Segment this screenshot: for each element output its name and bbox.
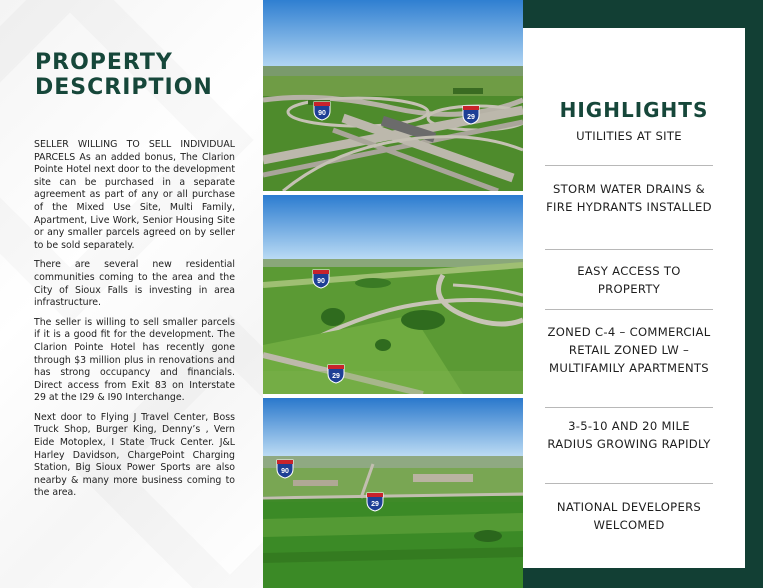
divider xyxy=(545,249,713,250)
interstate-90-shield-icon xyxy=(313,270,329,288)
shield-29-label: 29 xyxy=(332,373,340,380)
highlight-item: NATIONAL DEVELOPERS WELCOMED xyxy=(556,500,702,532)
aerial-photo-wide-field xyxy=(263,398,523,588)
description-paragraph: The seller is willing to sell smaller parcels if it is a good fit for the development. The Clarion Pointe Hotel has recently gone through $3 million plus in renovations and has strong occupancy and financials. Direct access from Exit 83 on Interstate 29 at the I29 & I90 Interchange. xyxy=(34,316,235,404)
shield-90-label: 90 xyxy=(317,278,325,285)
description-paragraph: SELLER WILLING TO SELL INDIVIDUAL PARCELS As an added bonus, The Clarion Pointe Hotel next door to the development site can be purchased in a separate agreement as part of any or all purchase of the Mixed Use Site, Multi Family, Apartment, Live Work, Senior Housing Site or any smaller parcels agreed on by seller to be sold separately. xyxy=(34,139,235,251)
interstate-29-shield-icon xyxy=(367,493,383,511)
interstate-90-shield-icon xyxy=(314,102,330,120)
property-description-section xyxy=(0,0,263,588)
highlight-item: 3-5-10 AND 20 MILE RADIUS GROWING RAPIDLY xyxy=(547,419,711,451)
title-line-2: DESCRIPTION xyxy=(35,75,213,100)
title-line-1: PROPERTY xyxy=(35,50,173,75)
highlights-title: HIGHLIGHTS xyxy=(559,98,709,122)
shield-90-label: 90 xyxy=(318,110,326,117)
page-title xyxy=(35,50,245,100)
highlight-item: STORM WATER DRAINS & FIRE HYDRANTS INSTALLED xyxy=(546,182,712,214)
shield-29-label: 29 xyxy=(371,501,379,508)
highlight-item: EASY ACCESS TO PROPERTY xyxy=(577,264,681,296)
aerial-photo-column xyxy=(263,0,523,588)
divider xyxy=(545,309,713,310)
aerial-photo-interchange xyxy=(263,0,523,191)
description-paragraph: There are several new residential communities coming to the area and the City of Sioux Falls is investing in area infrastructure. xyxy=(34,259,235,309)
highlights-panel xyxy=(523,28,745,568)
interstate-90-shield-icon xyxy=(277,460,293,478)
interstate-29-shield-icon xyxy=(328,365,344,383)
description-paragraph: Next door to Flying J Travel Center, Boss Truck Shop, Burger King, Denny’s , Vern Eide Motoplex, I State Truck Center. J&L Harley Davidson, ChargePoint Charging Station, Big Sioux Power Sports are also nearby & many more business coming to the area. xyxy=(34,411,235,499)
divider xyxy=(545,407,713,408)
highlight-item: ZONED C-4 – COMMERCIAL RETAIL ZONED LW – MULTIFAMILY APARTMENTS xyxy=(547,325,711,375)
description-body xyxy=(34,139,235,507)
aerial-photo-development-site xyxy=(263,195,523,394)
highlight-item: UTILITIES AT SITE xyxy=(576,129,682,143)
shield-29-label: 29 xyxy=(467,114,475,121)
interstate-29-shield-icon xyxy=(463,106,479,124)
shield-90-label: 90 xyxy=(281,468,289,475)
divider xyxy=(545,165,713,166)
divider xyxy=(545,483,713,484)
